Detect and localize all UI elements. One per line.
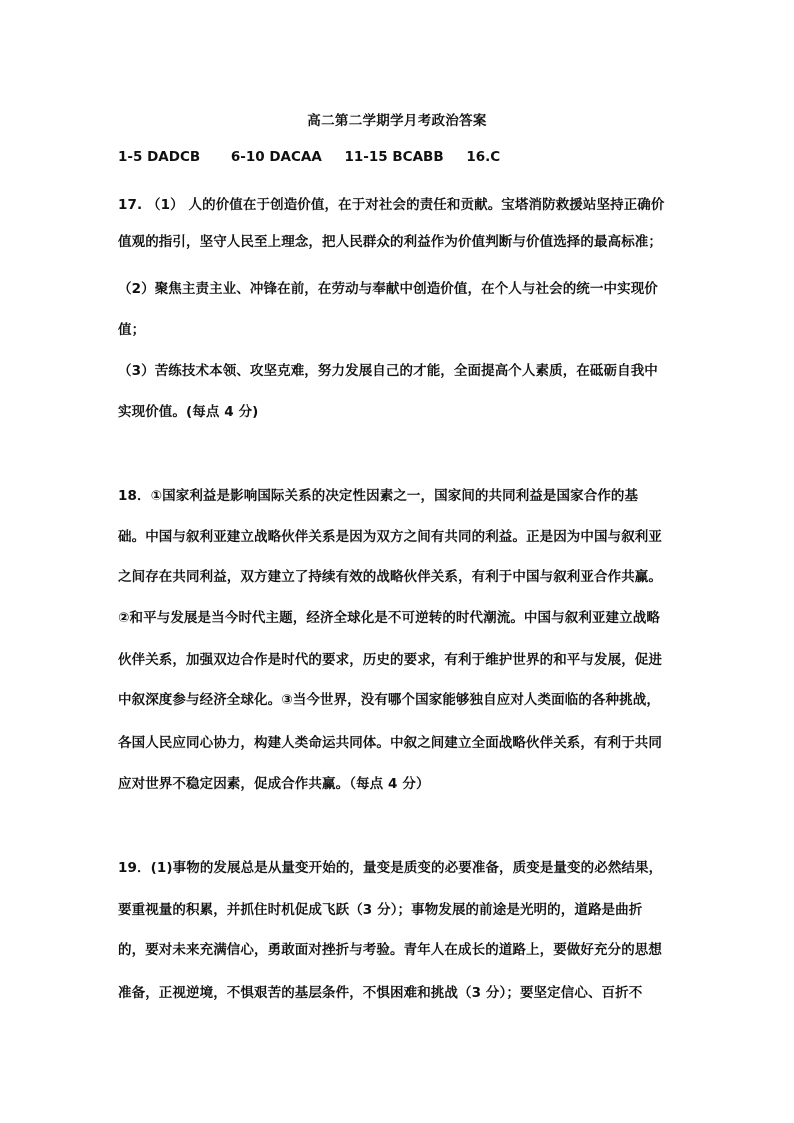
choice-answer-group: 6-10 DACAA	[230, 149, 322, 165]
choice-answer-group: 1-5 DADCB	[118, 149, 201, 165]
q17-line: 值；	[118, 322, 146, 338]
choice-answer-group: 11-15 BCABB	[344, 149, 444, 165]
choice-answer-group: 16.C	[466, 149, 501, 165]
q19-line: 的，要对未来充满信心，勇敢面对挫折与考验。青年人在成长的道路上，要做好充分的思想	[118, 942, 662, 958]
q19-line: 19．(1)事物的发展总是从量变开始的，量变是质变的必要准备，质变是量变的必然结果，	[118, 860, 663, 876]
q17-line: 实现价值。(每点 4 分)	[118, 404, 259, 420]
q17-line: （3）苦练技术本领、攻坚克难，努力发展自己的才能，全面提高个人素质，在砥砺自我中	[118, 363, 658, 379]
q18-line: 伙伴关系，加强双边合作是时代的要求，历史的要求，有利于维护世界的和平与发展，促进	[118, 652, 662, 668]
q18-line: 应对世界不稳定因素，促成合作共赢。（每点 4 分）	[118, 776, 430, 792]
q19-line: 准备，正视逆境，不惧艰苦的基层条件，不惧困难和挑战（3 分）；要坚定信心、百折不	[118, 985, 643, 1001]
q18-line: 之间存在共同利益，双方建立了持续有效的战略伙伴关系，有利于中国与叙利亚合作共赢。	[118, 569, 662, 585]
q18-line: 18．①国家利益是影响国际关系的决定性因素之一，国家间的共同利益是国家合作的基	[118, 488, 639, 504]
q18-line: 各国人民应同心协力，构建人类命运共同体。中叙之间建立全面战略伙伴关系，有利于共同	[118, 735, 662, 751]
q17-line: （2）聚焦主责主业、冲锋在前，在劳动与奉献中创造价值，在个人与社会的统一中实现价	[118, 281, 658, 297]
choice-answers-row	[118, 149, 500, 165]
q19-line: 要重视量的积累，并抓住时机促成飞跃（3 分）；事物发展的前途是光明的，道路是曲折	[118, 902, 643, 918]
q17-line: 值观的指引，坚守人民至上理念，把人民群众的利益作为价值判断与价值选择的最高标准；	[118, 234, 662, 250]
document-title: 高二第二学期学月考政治答案	[307, 113, 487, 129]
q18-line: 中叙深度参与经济全球化。③当今世界，没有哪个国家能够独自应对人类面临的各种挑战，	[118, 692, 660, 708]
q18-line: 础。中国与叙利亚建立战略伙伴关系是因为双方之间有共同的利益。正是因为中国与叙利亚	[118, 529, 662, 545]
q18-line: ②和平与发展是当今时代主题，经济全球化是不可逆转的时代潮流。中国与叙利亚建立战略	[118, 610, 660, 626]
q17-line: 17. （1） 人的价值在于创造价值，在于对社会的责任和贡献。宝塔消防救援站坚持正确价	[118, 197, 665, 213]
